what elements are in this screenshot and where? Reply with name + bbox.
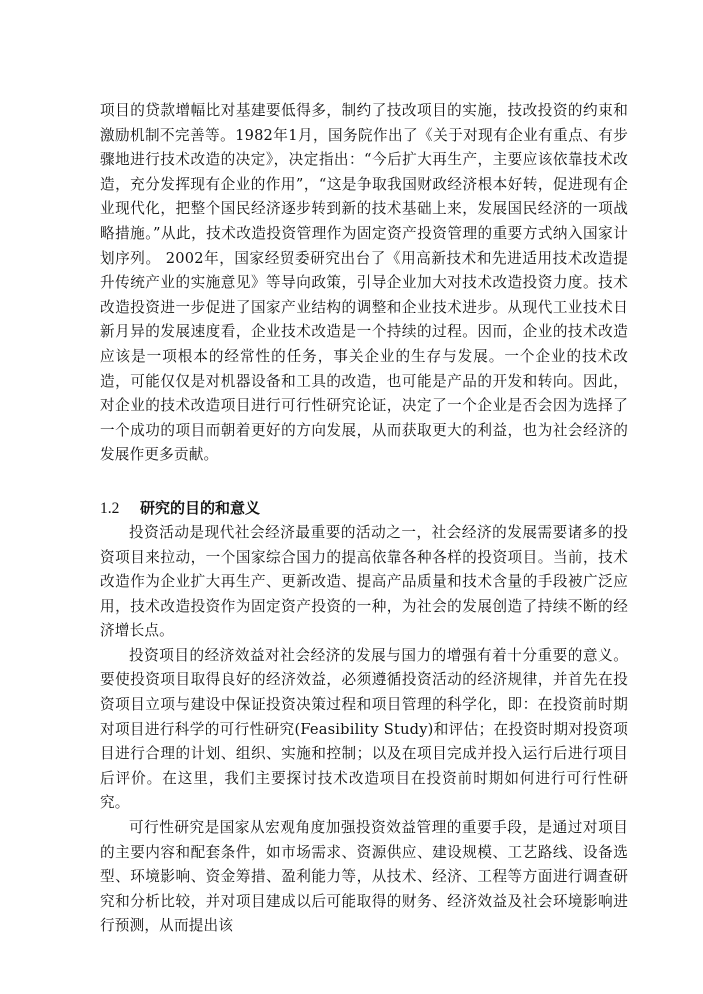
body-paragraph-2: 投资项目的经济效益对社会经济的发展与国力的增强有着十分重要的意义。要使投资项目取得良好的经济效益，必须遵循投资活动的经济规律，并首先在投资项目立项与建设中保证投资决策过程和项目管理的科学化，即：在投资前时期对项目进行科学的可行性研究(Feasibility Study)和评估；在投资时期对投资项目进行合理的计划、组织、实施和控制；以及在项目完成并投入运行后进行项目后评价。在这里，我们主要探讨技术改造项目在投资前时期如何进行可行性研究。 [100,646,628,812]
section-heading [100,496,628,521]
intro-paragraph: 项目的贷款增幅比对基建要低得多，制约了技改项目的实施，技改投资的约束和激励机制不完善等。1982年1月，国务院作出了《关于对现有企业有重点、有步骤地进行技术改造的决定》，决定指出：“今后扩大再生产，主要应该依靠技术改造，充分发挥现有企业的作用”，“这是争取我国财政经济根本好转，促进现有企业现代化，把整个国民经济逐步转到新的技术基础上来，发展国民经济的一项战略措施。”从此，技术改造投资管理作为固定资产投资管理的重要方式纳入国家计划序列。 2002年，国家经贸委研究出台了《用高新技术和先进适用技术改造提升传统产业的实施意见》等导向政策，引导企业加大对技术改造投资力度。技术改造投资进一步促进了国家产业结构的调整和企业技术进步。从现代工业技术日新月异的发展速度看，企业技术改造是一个持续的过程。因而，企业的技术改造应该是一项根本的经常性的任务，事关企业的生存与发展。一个企业的技术改造，可能仅仅是对机器设备和工具的改造，也可能是产品的开发和转向。因此，对企业的技术改造项目进行可行性研究论证，决定了一个企业是否会因为选择了一个成功的项目而朝着更好的方向发展，从而获取更大的利益，也为社会经济的发展作更多贡献。 [100,102,628,464]
body-paragraph-3: 可行性研究是国家从宏观角度加强投资效益管理的重要手段，是通过对项目的主要内容和配套条件，如市场需求、资源供应、建设规模、工艺路线、设备选型、环境影响、资金筹措、盈利能力等，从技术、经济、工程等方面进行调查研究和分析比较，并对项目建成以后可能取得的财务、经济效益及社会环境影响进行预测，从而提出该 [100,819,628,935]
body-paragraph-1: 投资活动是现代社会经济最重要的活动之一，社会经济的发展需要诸多的投资项目来拉动，一个国家综合国力的提高依靠各种各样的投资项目。当前，技术改造作为企业扩大再生产、更新改造、提高产品质量和技术含量的手段被广泛应用，技术改造投资作为固定资产投资的一种，为社会的发展创造了持续不断的经济增长点。 [100,523,628,640]
section-title: 研究的目的和意义 [140,498,261,517]
section-number: 1.2 [100,499,120,517]
document-page [100,99,628,939]
